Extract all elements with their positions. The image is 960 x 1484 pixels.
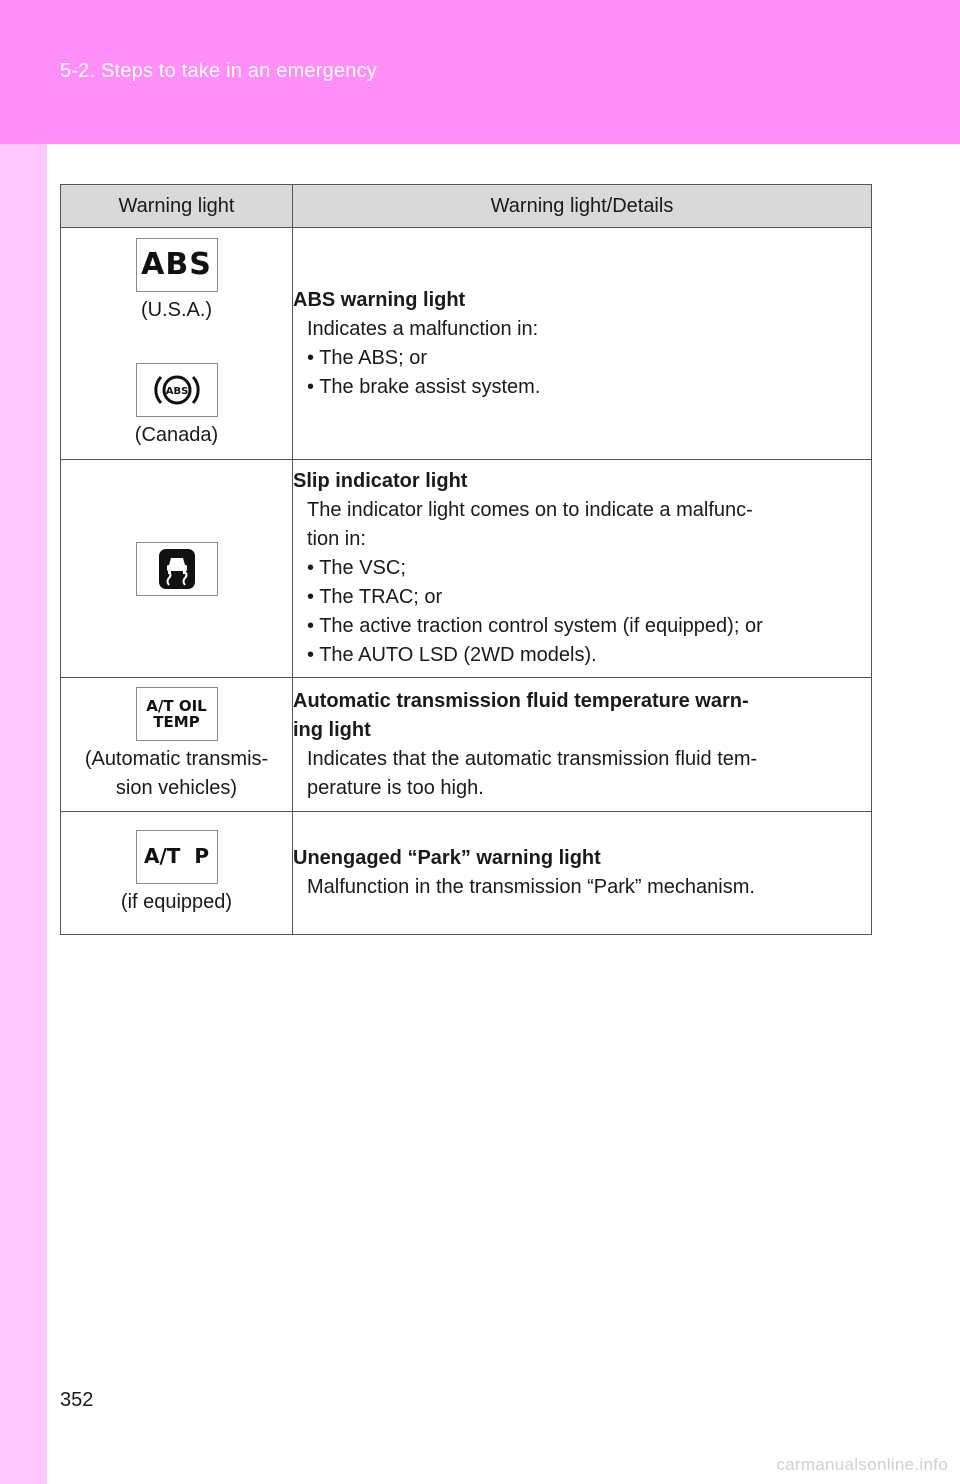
detail-body: Indicates that the automatic transmission fluid tem- perature is too high.: [307, 747, 758, 799]
detail-item: • The brake assist system.: [307, 375, 541, 398]
detail-title: Unengaged “Park” warning light: [293, 847, 601, 869]
abs-text-icon: ABS: [136, 238, 218, 292]
detail-title: Slip indicator light: [293, 470, 468, 492]
detail-item: • The VSC;: [307, 557, 406, 579]
detail-item: • The TRAC; or: [307, 586, 443, 608]
table-row: [61, 460, 872, 678]
detail-cell: [293, 812, 872, 935]
side-strip: [0, 144, 47, 1484]
icon-cell: [61, 678, 293, 812]
detail-title: ABS warning light: [293, 288, 466, 311]
at-oil-temp-icon: A/T OIL TEMP: [136, 687, 218, 741]
svg-text:ABS: ABS: [165, 385, 188, 397]
icon-caption: (U.S.A.): [140, 298, 213, 321]
detail-body: Indicates a malfunction in:: [307, 317, 539, 340]
detail-item: • The active traction control system (if equipped); or: [307, 615, 763, 637]
warning-light-table: [60, 184, 872, 935]
detail-cell: [293, 678, 872, 812]
detail-item: • The AUTO LSD (2WD models).: [307, 644, 597, 666]
icon-caption: (Canada): [134, 423, 219, 446]
detail-body: Malfunction in the transmission “Park” mechanism.: [307, 876, 755, 898]
detail-body: The indicator light comes on to indicate a malfunc- tion in:: [307, 499, 753, 550]
table-row: [61, 228, 872, 460]
detail-cell: [293, 228, 872, 460]
table-row: [61, 812, 872, 935]
abs-circle-icon: [136, 363, 218, 417]
detail-title: Automatic transmission fluid temperature warn- ing light: [293, 689, 749, 741]
icon-caption: (Automatic transmis- sion vehicles): [84, 747, 269, 799]
icon-cell: [61, 228, 293, 460]
icon-cell: [61, 460, 293, 678]
detail-item: • The ABS; or: [307, 346, 428, 369]
table-row: [61, 678, 872, 812]
slip-indicator-icon: [136, 542, 218, 596]
icon-caption: (if equipped): [120, 890, 233, 913]
col-header-warning-light: Warning light: [61, 185, 293, 228]
at-p-icon: A/T P: [136, 830, 218, 884]
page-number: 352: [60, 1389, 94, 1411]
detail-cell: [293, 460, 872, 678]
col-header-details: Warning light/Details: [293, 185, 872, 228]
table-header-row: [61, 185, 872, 228]
section-title: 5-2. Steps to take in an emergency: [60, 60, 377, 82]
icon-cell: [61, 812, 293, 935]
watermark: carmanualsonline.info: [776, 1455, 948, 1474]
